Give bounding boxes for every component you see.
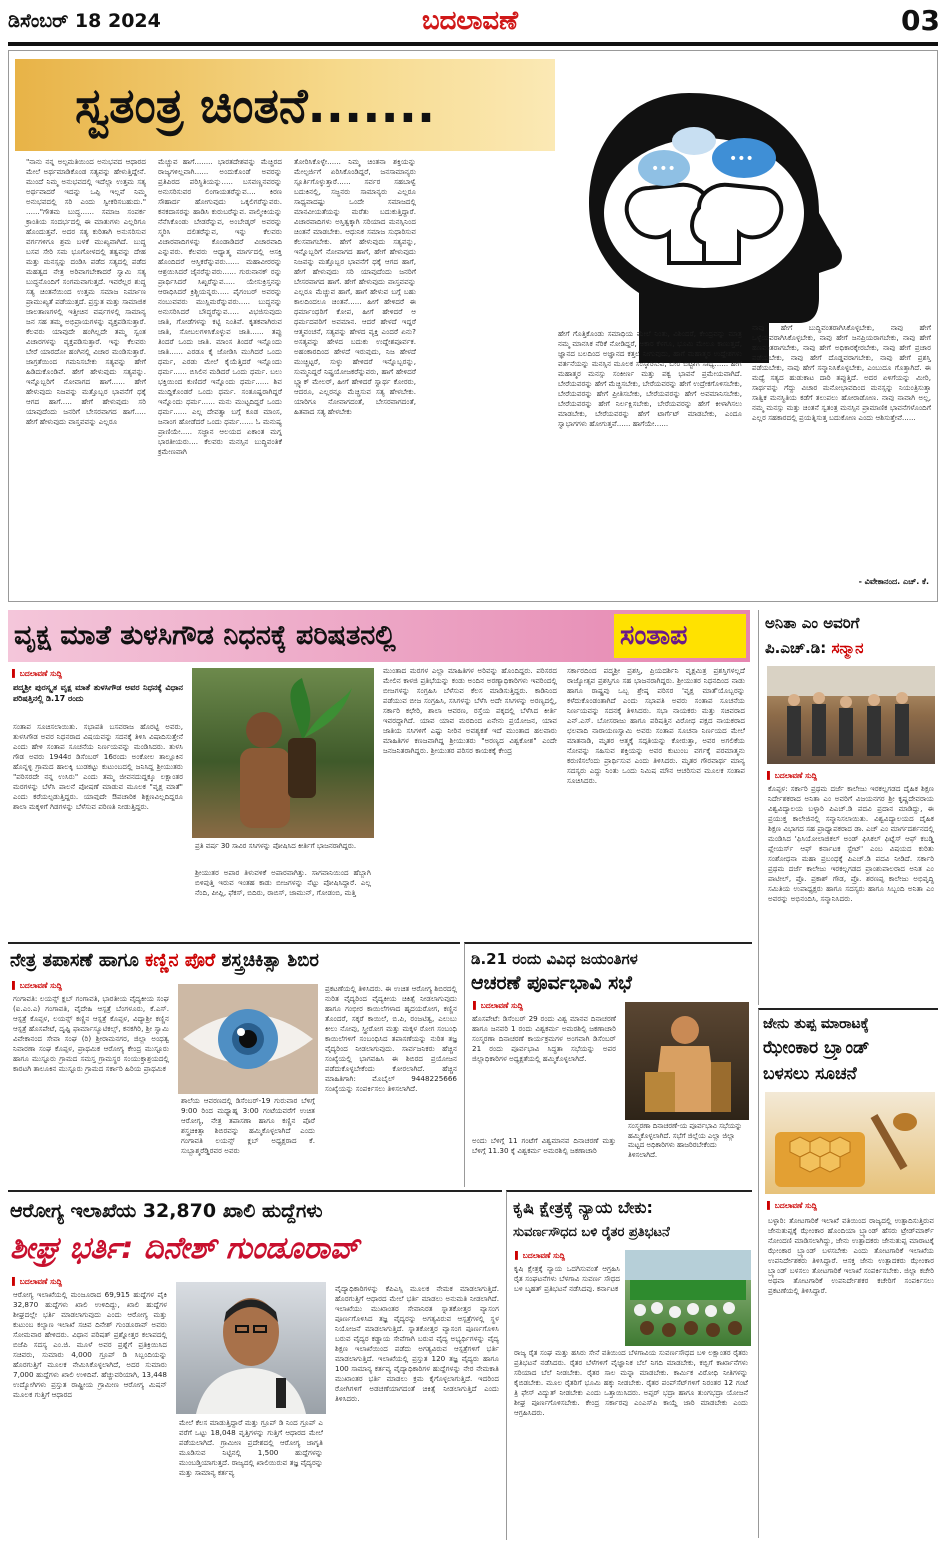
honey-article — [758, 1008, 938, 1538]
health-article — [8, 1190, 502, 1540]
headline-banner — [15, 59, 555, 151]
tulasi-byline: ▌ ಬದಲಾವಣೆ ಸುದ್ದಿ — [12, 668, 182, 680]
eye-headline-pre: ನೇತ್ರ ತಪಾಸಣೆ ಹಾಗೂ — [10, 950, 139, 971]
honey-body: ಬಳ್ಳಾರಿ: ತೋಟಗಾರಿಕೆ ಇಲಾಖೆ ವತಿಯಿಂದ ರಾಜ್ಯದಲ್ಲಿ ಉತ್ಪಾದಿಸುತ್ತಿರುವ ಜೇನುತುಪ್ಪಕ್ಕೆ ಝೇಂಕಾರ ಹೊಂದಿಯಾ ಬ್ರ್ಯಾಂಡ್ ಹೆಸರು ಟ್ರೇಡ್‌ಮಾರ್ಕ್ ನೋಂದಣಿ ಮಾಡಿಸಲಾಗಿದ್ದು, ಜೇನು ಉತ್ಪಾದಕರು ಜೇನುತುಪ್ಪ ಮಾರಾಟಕ್ಕೆ ಝೇಂಕಾರ ಬ್ರ್ಯಾಂಡ್ ಬಳಸಬೇಕು ಎಂದು ತೋಟಗಾರಿಕೆ ಇಲಾಖೆಯ ಉಪನಿರ್ದೇಶಕರು ತಿಳಿಸಿದ್ದಾರೆ. ಆಸಕ್ತ ಜೇನು ಉತ್ಪಾದಕರು ಝೇಂಕಾರ ಬ್ರ್ಯಾಂಡ್ ಬಳಸಲು ತೋಟಗಾರಿಕೆ ಇಲಾಖೆ ಸಂಪರ್ಕಿಸಬೇಕು. ಜಿಲ್ಲಾ ಕಚೇರಿ ಅಥವಾ ತೋಟಗಾರಿಕೆ ಉಪನಿರ್ದೇಶಕರ ಕಚೇರಿಗೆ ಸಂಪರ್ಕಿಸಲು ಪ್ರಕಟಣೆಯಲ್ಲಿ ತಿಳಿಸಿದ್ದಾರೆ. — [768, 1216, 934, 1295]
honey-headline-1: ಜೇನು ತುಪ್ಪ ಮಾರಾಟಕ್ಕೆ — [763, 1016, 869, 1032]
tulasi-caption: ಪ್ರತಿ ವರ್ಷ 30 ಸಾವಿರ ಸಸಿಗಳನ್ನು ಪೋಷಿಸಿದ ಕೀರ್ತಿಗೆ ಭಾಜನರಾಗಿದ್ದರು. — [195, 842, 357, 850]
eye-photo — [178, 984, 318, 1094]
anitha-body: ಕೊಪ್ಪಳ: ಸರ್ಕಾರಿ ಪ್ರಥಮ ದರ್ಜೆ ಕಾಲೇಜು ಇರಕಲ್ಲಗಡದ ದೈಹಿಕ ಶಿಕ್ಷಣ ನಿರ್ದೇಶಕರಾದ ಅನಿತಾ ಎಂ ಅವರಿಗೆ ವಿಜಯನಗರ ಶ್ರೀ ಕೃಷ್ಣದೇವರಾಯ ವಿಶ್ವವಿದ್ಯಾಲಯ ಬಳ್ಳಾರಿ ಪಿಎಚ್.ಡಿ ಪದವಿ ಪ್ರದಾನ ಮಾಡಿದ್ದು, ಈ ಪ್ರಯುಕ್ತ ಕಾಲೇಜಿನಲ್ಲಿ ಸನ್ಮಾನಿಸಲಾಯಿತು. ವಿಶ್ವವಿದ್ಯಾಲಯದ ದೈಹಿಕ ಶಿಕ್ಷಣ ವಿಭಾಗದ ಸಹ ಪ್ರಾಧ್ಯಾಪಕರಾದ ಡಾ. ಎಚ್ ಎಂ ಮಾರ್ಗದರ್ಶನದಲ್ಲಿ ಮಂಡಿಸಿದ 'ಫಿಸಿಯೋಲಾಜಿಕಲ್ ಅಂಡ್ ಫಿಸಿಕಲ್ ಫಿಟ್ನೆಸ್ ಆಫ್ ಕಬಡ್ಡಿ ಪ್ಲೇಯರ್ಸ್ ಆಫ್ ಕರ್ನಾಟಕ ಸ್ಟೇಟ್' ಎಂಬ ವಿಷಯದ ಕುರಿತು ಸಂಶೋಧನಾ ಮಹಾ ಪ್ರಬಂಧಕ್ಕೆ ಪಿಎಚ್.ಡಿ ಪದವಿ ನೀಡಿದೆ. ಸರ್ಕಾರಿ ಪ್ರಥಮ ದರ್ಜೆ ಕಾಲೇಜು ಇರಕಲ್ಲಗಡದ ಪ್ರಾಂಶುಪಾಲರಾದ ಅನಿತ ಎಂ ಪಾಟೀಲ್, ಪ್ರೊ. ಪ್ರಕಾಶ್ ಗೌಡ, ಪ್ರೊ. ಶರಣಪ್ಪ ಕಾಲೇಜು ಅಭಿವೃದ್ಧಿ ಸಮಿತಿಯ ಉಪಾಧ್ಯಕ್ಷರು ಹಾಗೂ ಸದಸ್ಯರು ಹಾಗೂ ಸಿಬ್ಬಂದಿ ಅನಿತಾ ಎಂ ಅವರನ್ನು ಅಭಿನಂದಿಸಿ, ಸನ್ಮಾನಿಸಿದರು. — [768, 784, 934, 903]
svg-text:•••: ••• — [729, 151, 754, 167]
anitha-headline-1: ಅನಿತಾ ಎಂ ಅವರಿಗೆ — [765, 614, 860, 632]
anitha-headline-2-pre: ಪಿ.ಎಚ್.ಡಿ: — [765, 639, 827, 657]
top-col-3: ತೋರಿಸಿಕೊಳ್ಳೇ...... ನಿಮ್ಮ ಚಿಂತನಾ ಶಕ್ತಿಯನ್ನು ಮೇಲ್ಪರ್ಜಿಗೆ ಏರಿಸಿಕೊಂಡಿದ್ದರೆ, ಜನಸಾಮಾನ್ಯರು ಸ್ಪೂರ್ತಿಗೊಳ್ಳುತ್ತಾರೆ...... ಸರ್ವರ ಸಹಬಾಳ್ವೆ ಬದುಕಿನಲ್ಲಿ, ಸಜ್ಜನರು ಸಾಮಾನ್ಯರು ಎಲ್ಲರೂ ಸಾಧ್ಯವಾದಷ್ಟು ಒಂದೇ ಸಮಾಜದಲ್ಲಿ ಮಾನವೀಯತೆಯನ್ನು ಮರೆತು ಬದುಕುತ್ತಿದ್ದಾರೆ. ವಿಚಾರವಾದಿಗಳು ಅಸ್ತಿತ್ವಕ್ಕಾಗಿ ಸರಿಯಾದ ಮನಸ್ಸಿನಿಂದ ಚಿಂತನೆ ಮಾಡಬೇಕು. ಆಧುನಿಕ ಸಮಾಜ ಸುಧಾರಿಸುವ ಕೆಲಸವಾಗಬೇಕು. ಹೇಗೆ ಹೇಳುವುದು ಸತ್ಯವನ್ನು, ಇನ್ನೊಬ್ಬರಿಗೆ ನೋವಾಗದ ಹಾಗೆ, ಹೇಗೆ ಹೇಳುವುದು ನಿಜವನ್ನು ಮತ್ತೊಬ್ಬರ ಭಾವನೆಗೆ ಧಕ್ಕೆ ಆಗದ ಹಾಗೆ, ಹೇಗೆ ಹೇಳುವುದು ಸರಿ ಯಾವುದೆಂದು ಜನರಿಗೆ ಬೇಸರವಾಗದ ಹಾಗೆ. ಹೇಗೆ ಹೇಳುವುದು ವಾಸ್ತವವನ್ನು ಎಲ್ಲರೂ ಮೆಚ್ಚುವ ಹಾಗೆ, ಹಾಗೆ ಹೇಳುವ ಬಗ್ಗೆ ಬಹು ಕಾಲದಿಂದಲೂ ಚಿಂತನೆ...... ಹೀಗೆ ಹೇಳಿದರೆ ಈ ಧರ್ಮಾಂಧರಿಗೆ ಕೋಪ, ಹೀಗೆ ಹೇಳಿದರೆ ಆ ಧರ್ಮದವರಿಗೆ ಅವಮಾನ. ಆದರೆ ಹೇಳದೆ ಇದ್ದರೆ ಆತ್ಮವಂಚನೆ, ಸತ್ಯವನ್ನು ಹೇಳದ ವ್ಯಕ್ತಿ ಎಂದರೆ ಏನು? ಅಸತ್ಯವನ್ನು ಹೇಳದ ಬದುಕು ಉದ್ದೇಶಪೂರ್ವಕ. ಅಹಂಕಾರದಿಂದ ಹೇಳದೆ ಇರುವುದು, ನಿಜ ಹೇಳದೆ ಮುಚ್ಚಿಟ್ಟರೆ, ಸುಳ್ಳು ಹೇಳಿದರೆ ಇನ್ನೊಬ್ಬರನ್ನು, ಸುಮ್ಮನಿದ್ದರೆ ನಿಷ್ಪ್ರಯೋಜಕರೆನ್ನುವರು, ಹಾಗೆ ಹೇಳಿದರೆ ಬ್ಲ್ಯಾಕ್ ಮೇಲರ್, ಹೀಗೆ ಹೇಳಿದರೆ ಸ್ವಾರ್ಥ ಕೋರರು, ಆದರೂ, ಎಲ್ಲರನ್ನೂ ಮೆಚ್ಚಿಸುವ ಸತ್ಯ ಹೇಳಬೇಕು. ಯಾರಿಗೂ ನೋವಾಗದಂತೆ, ಬೇಸರವಾಗದಂತೆ, ಹಿತವಾದ ಸತ್ಯ ಹೇಳಬೇಕು — [294, 157, 416, 416]
farm-col-1: ಕೃಷಿ ಕ್ಷೇತ್ರಕ್ಕೆ ನ್ಯಾಯ ಒದಗಿಸುವಂತೆ ಆಗ್ರಹಿಸಿ ರೈತ ಸಂಘಟನೆಗಳು ಬೆಳಗಾವಿ ಸುವರ್ಣ ಸೌಧದ ಬಳಿ ಬೃಹತ್ ಪ್ರತಿಭಟನೆ ನಡೆಸಿದವು. ಕರ್ನಾಟಕ — [514, 1264, 620, 1293]
jayanti-caption: ಸಂಸ್ಮರಣಾ ದಿನಾಚರಣೆ-ಯ ಪೂರ್ವಭಾವಿ ಸಭೆಯನ್ನು ಹಮ್ಮಿಕೊಳ್ಳಲಾಗಿದೆ. ಸಭೆಗೆ ಜಿಲ್ಲೆಯ ಎಲ್ಲಾ ಜಿಲ್ಲಾ ಮಟ್ಟದ ಅಧಿಕಾರಿಗಳು ಹಾಜರಿರಬೇಕೆಂದು ತಿಳಿಸಲಾಗಿದೆ. — [628, 1122, 743, 1159]
tulasi-col-1: ಸಂತಾಪ ಸೂಚಿಸಲಾಯಿತು. ಸಭಾಪತಿ ಬಸವರಾಜ ಹೊರಟ್ಟಿ ಅವರು, ತುಳಸಿಗೌಡ ಅವರ ನಿಧನರಾದ ವಿಷಯವನ್ನು ಸದನಕ್ಕೆ ತಿಳಿಸಿ ವಿಷಾದಿಸುತ್ತೇನೆ ಎಂದು ಹೇಳಿ ಸಂತಾಪ ಸೂಚನೆಯ ನಿರ್ಣಯವನ್ನು ಮಂಡಿಸಿದರು. ತುಳಸಿ ಗೌಡ ಅವರು 1944ರ ಡಿಸೆಂಬರ್ 16ರಂದು ಅಂಕೋಲ ತಾಲ್ಲೂಕಿನ ಹೊನ್ನಳ್ಳಿ ಗ್ರಾಮದ ಹಾಲಕ್ಕಿ ಬುಡಕಟ್ಟು ಕುಟುಂಬದಲ್ಲಿ ಜನಿಸಿದ್ದ ಶ್ರೀಯುತರು "ಪರಿಸರದೇ ನನ್ನ ಉಸಿರು" ಎಂದು ತಮ್ಮ ಜೀವನದುದ್ದಕ್ಕೂ ಲಕ್ಷಾಂತರ ಮರಗಳನ್ನು ಬೆಳೆಸಿ ಪಾಲನೆ ಪೋಷಣೆ ಮಾಡುವ ಮೂಲಕ "ವೃಕ್ಷ ಮಾತೆ" ಎಂದು ಕರೆಯಲ್ಪಡುತ್ತಿದ್ದರು. ಯಾವುದೇ ಔಪಚಾರಿಕ ಶಿಕ್ಷಣವಿಲ್ಲದಿದ್ದರೂ ಶಾಲಾ ಮಕ್ಕಳಿಗೆ ಗಿಡಗಳನ್ನು ಬೆಳೆಸುವ ಪರಿಣತಿ ನೀಡುತ್ತಿದ್ದರು. — [13, 722, 183, 811]
minister-photo — [176, 1282, 326, 1414]
anitha-headline-2-accent: ಸನ್ಮಾನ — [831, 639, 864, 657]
jayanti-headline-2: ಆಚರಣೆ ಪೂರ್ವಭಾವಿ ಸಭೆ — [471, 972, 632, 994]
anitha-photo — [767, 666, 935, 764]
tulasi-headline: ವೃಕ್ಷ ಮಾತೆ ತುಳಸಿಗೌಡ ನಿಧನಕ್ಕೆ ಪರಿಷತನಲ್ಲಿ — [14, 620, 396, 651]
eye-col-1: ಗಂಗಾವತಿ: ಲಯನ್ಸ್ ಕ್ಲಬ್ ಗಂಗಾವತಿ, ಭಾರತೀಯ ವೈದ್ಯಕೀಯ ಸಂಘ (ಐ.ಎಂ.ಎ) ಗಂಗಾವತಿ, ವೈದೇಹಿ ಆಸ್ಪತ್ರೆ ಬೆಂಗಳೂರು, ಕೆ.ಎಸ್. ಆಸ್ಪತ್ರೆ ಕೊಪ್ಪಳ, ಲಯನ್ಸ್ ಕಣ್ಣಿನ ಆಸ್ಪತ್ರೆ ಕೊಪ್ಪಳ, ವಿದ್ಯಾಶ್ರೀ ಕಣ್ಣಿನ ಆಸ್ಪತ್ರೆ ಹೊಸಪೇಟೆ, ದೃಷ್ಟಿ ಫಾರ್ಮಾಸ್ಯೂಟಿಕಲ್ಸ್, ಕನಕಗಿರಿ, ಶ್ರೀ ಸ್ವಾಮಿ ವಿವೇಕಾನಂದ ಸೇವಾ ಸಂಘ (ರಿ) ಶ್ರೀರಾಮನಗರ, ಜಿಲ್ಲಾ ಅಂಧತ್ವ ನಿವಾರಣಾ ಸಂಘ ಕೊಪ್ಪಳ, ಪ್ರಾಥಮಿಕ ಆರೋಗ್ಯ ಕೇಂದ್ರ ಮುಸ್ಟೂರು ಹಾಗೂ ಮುಸ್ಟೂರು ಗ್ರಾಮದ ಸಮಸ್ತ ಗ್ರಾಮಸ್ಥರ ಸಂಯುಕ್ತಾಶ್ರಯದಲ್ಲಿ ಕಾರಟಗಿ ತಾಲೂಕಿನ ಮುಸ್ಟೂರು ಗ್ರಾಮದ ಸರ್ಕಾರಿ ಹಿರಿಯ ಪ್ರಾಥಮಿಕ — [13, 994, 169, 1073]
health-headline-2: ಶೀಘ್ರ ಭರ್ತಿ: ದಿನೇಶ್ ಗುಂಡೂರಾವ್ — [10, 1231, 359, 1266]
tulasi-headline-banner — [8, 610, 750, 662]
eye-col-3: ಪ್ರಕಟಣೆಯಲ್ಲಿ ತಿಳಿಸಿದರು. ಈ ಉಚಿತ ಆರೋಗ್ಯ ಶಿಬಿರದಲ್ಲಿ ನುರಿತ ವೈದ್ಯರಿಂದ ವೈದ್ಯಕೀಯ ಚಿಕಿತ್ಸೆ ನೀಡಲಾಗುವುದು ಹಾಗೂ ಗಂಭೀರ ಕಾಯಿಲೆಗಳಾದ ಹೃದಯರೋಗ, ಕಣ್ಣಿನ ತೊಂದರೆ, ಸಕ್ಕರೆ ಕಾಯಿಲೆ, ಬಿ.ಪಿ, ರಂಜಟಿತ್ವ, ಎಲುಬು ಕೀಲು ನೋವು, ಸ್ತ್ರೀರೋಗ ಮತ್ತು ಮಕ್ಕಳ ರೋಗ ಸಂಬಂಧಿ ಕಾಯಿಲೆಗಳಿಗೆ ಸಂಬಂಧಿಸಿದ ತಪಾಸಣೆಯನ್ನು ನುರಿತ ತಜ್ಞ ವೈದ್ಯರಿಂದ ನೀಡಲಾಗುವುದು. ಸಾರ್ವಜನಿಕರು ಹೆಚ್ಚಿನ ಸಂಖ್ಯೆಯಲ್ಲಿ ಭಾಗವಹಿಸಿ ಈ ಶಿಬಿರದ ಪ್ರಯೋಜನ ಪಡೆದುಕೊಳ್ಳಬೇಕೆಂದು ಕೋರಲಾಗಿದೆ. ಹೆಚ್ಚಿನ ಮಾಹಿತಿಗಾಗಿ: ಮೊಬೈಲ್ 9448225666 ಸಂಖ್ಯೆಯನ್ನು ಸಂಪರ್ಕಿಸಲು ತಿಳಿಸಲಾಗಿದೆ. — [325, 984, 457, 1093]
health-col-3: ವೈದ್ಯಾಧಿಕಾರಿಗಳನ್ನು ಕೆಪಿಎಸ್ಸಿ ಮೂಲಕ ನೇಮಕ ಮಾಡಲಾಗುತ್ತಿದೆ. ಹೊರಗುತ್ತಿಗೆ ಆಧಾರದ ಮೇಲೆ ಭರ್ತಿ ಮಾಡಲು ಅನುಮತಿ ನೀಡಲಾಗಿದೆ. ಇಲಾಖೆಯು ಮುಖಾಂತರ ಸೇವಾನಿರತ ಸ್ನಾತಕೋತ್ತರ ವ್ಯಾಸಂಗ ಪೂರ್ಣಗೊಳಿಸಿದ ತಜ್ಞ ವೈದ್ಯರನ್ನು ಅಗತ್ಯವಿರುವ ಆಸ್ಪತ್ರೆಗಳಲ್ಲಿ ಸ್ಥಳ ನಿಯೋಜನೆ ಮಾಡಲಾಗುತ್ತಿದೆ. ಸ್ನಾತಕೋತ್ತರ ವ್ಯಾಸಂಗ ಪೂರ್ಣಗೊಳಿಸಿ ಬರುವ ವೈದ್ಯರ ಕಡ್ಡಾಯ ಸೇವೆಗಾಗಿ ಬರುವ ವೈದ್ಯ ಅಭ್ಯರ್ಥಿಗಳನ್ನು ವೈದ್ಯ ಶಿಕ್ಷಣ ಇಲಾಖೆಯಿಂದ ಪಡೆದು ಅಗತ್ಯವಿರುವ ಆಸ್ಪತ್ರೆಗಳಿಗೆ ಭರ್ತಿ ಮಾಡಲಾಗುತ್ತಿದೆ. ಇಲಾಖೆಯಲ್ಲಿ ಪ್ರಸ್ತುತ 120 ತಜ್ಞ ವೈದ್ಯರು ಹಾಗೂ 100 ಸಾಮಾನ್ಯ ಕರ್ತವ್ಯ ವೈದ್ಯಾಧಿಕಾರಿಗಳ ಹುದ್ದೆಗಳನ್ನು ನೇರ ನೇಮಕಾತಿ ಮುಖಾಂತರ ಭರ್ತಿ ಮಾಡಲು ಕ್ರಮ ಕೈಗೊಳ್ಳಲಾಗುತ್ತಿದೆ. ಇದರಿಂದ ರೋಗಿಗಳಿಗೆ ಅಡಚಣೆಯಾಗದಂತೆ ಚಿಕಿತ್ಸೆ ನೀಡಲಾಗುತ್ತಿದೆ ಎಂದು ತಿಳಿಸಿದರು. — [335, 1284, 499, 1403]
jayanti-article — [464, 942, 752, 1187]
jayanti-col-1: ಹೊಸಪೇಟೆ: ಡಿಸೆಂಬರ್ 29 ರಂದು ವಿಶ್ವ ಮಾನವ ದಿನಾಚರಣೆ ಹಾಗೂ ಜನವರಿ 1 ರಂದು ವಿಶ್ವಕರ್ಮ ಅಮರಶಿಲ್ಪಿ ಜಕಣಾಚಾರಿ ಸಂಸ್ಮರಣಾ ದಿನಾಚರಣೆ ಕಾರ್ಯಕ್ರಮಗಳ ಅಂಗವಾಗಿ ಡಿಸೆಂಬರ್ 21 ರಂದು ಪೂರ್ವಭಾವಿ ಸಿದ್ಧತಾ ಸಭೆಯನ್ನು ಅಪರ ಜಿಲ್ಲಾಧಿಕಾರಿಗಳ ಅಧ್ಯಕ್ಷತೆಯಲ್ಲಿ ಹಮ್ಮಿಕೊಳ್ಳಲಾಗಿದೆ. — [472, 1014, 616, 1063]
health-col-1: ಆರೋಗ್ಯ ಇಲಾಖೆಯಲ್ಲಿ ಮಂಜೂರಾದ 69,915 ಹುದ್ದೆಗಳ ಪೈಕಿ 32,870 ಹುದ್ದೆಗಳು ಖಾಲಿ ಉಳಿದಿದ್ದು, ಖಾಲಿ ಹುದ್ದೆಗಳ ಶೀಘ್ರದಲ್ಲೇ ಭರ್ತಿ ಮಾಡಲಾಗುವುದು ಎಂದು ಆರೋಗ್ಯ ಮತ್ತು ಕುಟುಂಬ ಕಲ್ಯಾಣ ಇಲಾಖೆ ಸಚಿವ ದಿನೇಶ್ ಗುಂಡೂರಾವ್ ಅವರು ಸೋಮವಾರ ಹೇಳಿದರು. ವಿಧಾನ ಪರಿಷತ್ ಪ್ರಶ್ನೋತ್ತರ ಕಲಾಪದಲ್ಲಿ ಬಿಜೆಪಿ ಸದಸ್ಯ ಎಂ.ಜಿ. ಮೂಳೆ ಅವರ ಪ್ರಶ್ನೆಗೆ ಪ್ರತಿಕ್ರಿಯಿಸಿದ ಸಚಿವರು, ಸುಮಾರು 4,000 ಗ್ರೂಪ್ ಡಿ ಸಿಬ್ಬಂದಿಯನ್ನು ಹೊರಗುತ್ತಿಗೆ ಮೂಲಕ ನೇಮಿಸಿಕೊಳ್ಳಲಾಗಿದೆ, ಅದರ ಸುಮಾರು 7,000 ಹುದ್ದೆಗಳು ಖಾಲಿ ಉಳಿದಿವೆ. ಹೆಚ್ಚುವರಿಯಾಗಿ, 13,448 ಉದ್ಯೋಗಿಗಳು ಪ್ರಸ್ತುತ ರಾಷ್ಟ್ರೀಯ ಗ್ರಾಮೀಣ ಆರೋಗ್ಯ ಮಿಷನ್ ಮೂಲಕ ಗುತ್ತಿಗೆ ಆಧಾರದ — [13, 1290, 167, 1399]
eye-byline: ▌ ಬದಲಾವಣೆ ಸುದ್ದಿ — [12, 980, 172, 992]
anitha-byline: ▌ ಬದಲಾವಣೆ ಸುದ್ದಿ — [767, 770, 935, 782]
health-caption: ಮೇಲೆ ಕೆಲಸ ಮಾಡುತ್ತಿದ್ದಾರೆ ಮತ್ತು ಗ್ರೂಪ್ ಡಿ ನಿಂದ ಗ್ರೂಪ್ ಎ ವರೆಗೆ ಒಟ್ಟು 18,048 ವೃತ್ತಿಗಳನ್ನು ಗುತ್ತಿಗೆ ಆಧಾರದ ಮೇಲೆ ಪಡೆಯಲಾಗಿದೆ. ಗ್ರಾಮೀಣ ಪ್ರದೇಶದಲ್ಲಿ ಆರೋಗ್ಯ ಜಾಗೃತಿ ಮೂಡಿಸುವ ನಿಟ್ಟಿನಲ್ಲಿ 1,500 ಹುದ್ದೆಗಳನ್ನು ಮುಂಬಡ್ತಿಯಾಗುತ್ತದೆ. ರಾಜ್ಯದಲ್ಲಿ ಖಾಲಿಯಿರುವ ತಜ್ಞ ವೈದ್ಯರನ್ನು ಮತ್ತು ಸಾಮಾನ್ಯ ಕರ್ತವ್ಯ — [179, 1418, 323, 1477]
jayanti-col-1b: ಅಂದು ಬೆಳಿಗ್ಗೆ 11 ಗಂಟೆಗೆ ವಿಶ್ವಮಾನವ ದಿನಾಚರಣೆ ಮತ್ತು ಬೆಳಿಗ್ಗೆ 11.30 ಕ್ಕೆ ವಿಶ್ವಕರ್ಮ ಅಮರಶಿಲ್ಪಿ ಜಕಣಾಚಾರಿ — [472, 1136, 616, 1155]
top-headline: ಸ್ವತಂತ್ರ ಚಿಂತನೆ....... — [75, 78, 436, 134]
jayanti-photo — [625, 1002, 749, 1120]
top-col-1: "ನಾನು ನನ್ನ ಅಲ್ಪಮತಿಯಿಂದ ಅನುಭವದ ಆಧಾರದ ಮೇಲೆ ಅರ್ಥಮಾಡಿಕೊಂಡ ಸತ್ಯವನ್ನು ಹೇಳುತ್ತಿದ್ದೇನೆ. ಮುಂದೆ ನಿಮ್ಮ ಅನುಭವದಲ್ಲಿ ಇದೆಲ್ಲಾ ಉತ್ತಮ ಸತ್ಯ ಅರ್ಥವಾದರೆ ಇದನ್ನು ಒಪ್ಪಿ ಇಲ್ಲವೆ ನಿಮ್ಮ ಅನುಭವದಲ್ಲಿ ಸರಿ ಎಂದು ಸ್ವೀಕರಿಸಬಹುದು." ......"ಗೌತಮ ಬುದ್ಧ...... ಸಮಾಜ ಸಂಪರ್ಕ ಕ್ರಾಂತಿಯ ಸಂದರ್ಭದಲ್ಲಿ ಈ ಮಾತುಗಳು ಎಲ್ಲರಿಗೂ ಹೊಂದುತ್ತವೆ. ಅದರ ಸತ್ಯ ಕುರಿತಾಗಿ ಅನುಸರಿಸುವ ವರ್ಗಗಳಿಗೂ ಶ್ರಮ ಬಳಕೆ ಮುಖ್ಯವಾಗಿದೆ. ಬುದ್ಧ ಬಸವ ಸೇರಿ ಸಮ ಭೂಗೋಳದಲ್ಲಿ ತತ್ವವನ್ನು ದೇಹ ಮತ್ತು ಮನಸ್ಸನ್ನು ದಂಡಿಸಿ ಪಡೆದ ಸತ್ಯದಲ್ಲಿ ಪಡೆದ ಮಹತ್ವದ ನೇತ್ರ ಅರಿವಾಗಬೇಕಾದರೆ ಸ್ವಾಮಿ ಸತ್ಯ ಬುದ್ಧನೊಂದಿಗೆ ಸಂಗಮವಾಗುತ್ತದೆ. ಇವರೆಲ್ಲರ ಶುದ್ಧ ಸತ್ಯ ಚಿಂತನೆಯಿಂದ ಉತ್ತಮ ಸಮಾಜ ನಿರ್ಮಾಣ ಪ್ರಾಮುಖ್ಯತೆ ಪಡೆಯುತ್ತದೆ. ಪ್ರಸ್ತುತ ಮತ್ತು ಸಾಮಾಜಿಕ ಜಾಲತಾಣಗಳಲ್ಲಿ ಇತ್ತೀಚಿನ ವರ್ಷಗಳಲ್ಲಿ ಸಾಮಾನ್ಯ ಜನ ಸಹ ತಮ್ಮ ಅಭಿಪ್ರಾಯಗಳನ್ನು ವ್ಯಕ್ತಪಡಿಸುತ್ತಾರೆ. ಕೆಲವರು ಯಾವುದೇ ಹಂಗಿಲ್ಲದೇ ತಮ್ಮ ಸ್ವಂತ ವಿಚಾರಗಳನ್ನು ವ್ಯಕ್ತಪಡಿಸುತ್ತಾರೆ. ಇನ್ನು ಕೆಲವರು ಬೇರೆ ಯಾರದೋ ಹಂಗಿನಲ್ಲಿ ವಿಚಾರ ಮಂಡಿಸುತ್ತಾರೆ. ಜಾಗ್ರತೆಯಿಂದ ಗಮನಿಸಬೇಕು ಸತ್ಯವನ್ನು ಹೇಗೆ ಹಿಡಿದುಕೊಂಡಿವೆ. ಹೇಗೆ ಹೇಳುವುದು ಸತ್ಯವನ್ನು. ಇನ್ನೊಬ್ಬರಿಗೆ ನೋವಾಗದ ಹಾಗೆ...... ಹೇಗೆ ಹೇಳುವುದು ನಿಜವನ್ನು ಮತ್ತೊಬ್ಬರ ಭಾವನೆಗೆ ಧಕ್ಕೆ ಆಗದ ಹಾಗೆ..... ಹೇಗೆ ಹೇಳುವುದು ಸರಿ ಯಾವುದೆಂದು ಜನರಿಗೆ ಬೇಸರವಾಗದ ಹಾಗೆ..... ಹೇಗೆ ಹೇಳುವುದು ವಾಸ್ತವವನ್ನು ಎಲ್ಲರೂ — [26, 157, 146, 426]
jayanti-byline: ▌ ಬದಲಾವಣೆ ಸುದ್ದಿ — [473, 1000, 623, 1012]
honey-headline-3: ಬಳಸಲು ಸೂಚನೆ — [763, 1064, 857, 1084]
page-number: 03 — [901, 4, 940, 37]
top-author: - ವಿವೇಕಾನಂದ. ಎಚ್. ಕೆ. — [858, 577, 929, 586]
farm-headline-1: ಕೃಷಿ ಕ್ಷೇತ್ರಕ್ಕೆ ನ್ಯಾಯ ಬೇಕು: — [513, 1198, 653, 1217]
farm-byline: ▌ ಬದಲಾವಣೆ ಸುದ್ದಿ — [515, 1250, 625, 1262]
tulasi-photo — [192, 668, 374, 838]
top-article — [8, 50, 938, 602]
tulasi-article — [8, 610, 750, 940]
health-headline-1: ಆರೋಗ್ಯ ಇಲಾಖೆಯ 32,870 ಖಾಲಿ ಹುದ್ದೆಗಳು — [10, 1200, 323, 1222]
tulasi-col-2: ಶ್ರೀಯುತರ ಅಪಾರ ತಿಳುವಳಿಕೆ ಅಪಾರವಾಗಿತ್ತು. ಸಾಗವಾನಿಯಿಂದ ಹೆಬ್ಬಾಗಿ ಬಿಳಿಪುತ್ತಿ ಇರುವ ಇಂತಹ ಕಾಡು ಬೀಜಗಳನ್ನು ನೆಟ್ಟು ಪೋಷಿಸಿದ್ದಾರೆ. ಎಲ್ಲ ನೆಂದಿ, ಪೀಪ್ಲಿ, ಫೆಕಸ್, ಬಿದಿರು, ರಾಬಿಸ್, ಜಾಮುನ್, ಗೋಡಂಬಿ, ಮತ್ತಿ — [195, 868, 371, 897]
honey-byline: ▌ ಬದಲಾವಣೆ ಸುದ್ದಿ — [767, 1200, 935, 1212]
newspaper-title: ಬದಲಾವಣೆ — [421, 6, 519, 36]
top-col-2: ಮೆಚ್ಚುವ ಹಾಗೆ........ ಭಾರತದೇಶವನ್ನು ಮೆಚ್ಚಿರದ ರಾಜ್ಯಗಳಿಲ್ಲವಾಗಿ...... ಅಂದುಕೊಂಡೆ ಅವರನ್ನು ಪ್ರತಿಪಿರದ ಪರಿಸ್ಥಿತಿಯನ್ನು..... ಬಸವಣ್ಣನವರನ್ನು ಅನುಸರಿಸುವರ ಲಿಂಗಾಯತರೆನ್ನುವ.... ಕಿರಣ ಸೌಹಾರ್ದ ಹೋಗುವುದು ಒಕ್ಕಲಿಗರೆನ್ನುವರು. ಕನಕದಾಸರನ್ನು ಹಾಡಿಸಿ ಕುರುಬರೆನ್ನುವ. ವಾಲ್ಮೀಕಿಯನ್ನು ನೆನೆಸಿಕೊಂಡು ಬೇಡರೆನ್ನುವ, ಅಂಬೇಡ್ಕರ್ ಅವರನ್ನು ಸ್ಮರಿಸಿ ದಲಿತರೆನ್ನುವ, ಇನ್ನು ಕೆಲವರು ವಿಚಾರವಾದಿಗಳನ್ನು ಕೊಂಡಾಡಿದರೆ ವಿಚಾರವಾದಿ ಎನ್ನುವರು. ಕೆಲವರು ಆಧ್ಯಾತ್ಮ ಮಾರ್ಗದಲ್ಲಿ ಆಸಕ್ತಿ ಹೊಂದಿದರೆ ಆಸ್ತಿಕರೆನ್ನುವರು...... ಮಹಾವೀರರನ್ನು ಆಶ್ರಯಿಸಿದರೆ ಜೈನರೆನ್ನುವರು...... ಗುರುನಾನಕ್ ರನ್ನು ಪ್ರಾರ್ಥಿಸಿದರೆ ಸಿಖ್ಖರೆನ್ನುವ..... ಯೇಸುಕ್ರಿಸ್ತನನ್ನು ಆರಾಧಿಸಿದರೆ ಕ್ರಿಶ್ಚಿಯನ್ನರು..... ಪೈಗಂಬರ್ ಅವರನ್ನು ನಂಬುವವರು ಮುಸ್ಲಿಮರೆನ್ನುವರು..... ಬುದ್ಧನನ್ನು ಅನುಸರಿಸಿದರೆ ಬೌದ್ಧರೆನ್ನುವ..... ವಿಭಜಿಸುವುದು ಜಾತಿ, ಗೋಡೆಗಳನ್ನು ಕಟ್ಟಿ ನಿಂತಿವೆ. ಕೃತಕವಾಗಿರುವ ಜಾತಿ, ಸೋಬಲಗಳಿಸಿಕೊಳ್ಳುವ ಜಾತಿ...... ತಪ್ಪು ತಿಂದರೆ ಒಂದು ಜಾತಿ. ಮಾಂಸ ತಿಂದರೆ ಇನ್ನೊಂದು ಜಾತಿ...... ಎರಡೂ ಕೈ ಜೋಡಿಸಿ ಮುಗಿದರೆ ಒಂದು ಧರ್ಮ, ಎರಡು ಮೇಲೆ ಕೈಯೆತ್ತಿದರೆ ಇನ್ನೊಂದು ಧರ್ಮ...... ಬಿಸಿಲಿನ ಮಡಿದರೆ ಒಂದು ಧರ್ಮ. ಬಲು ಭಕ್ತಿಯಿಂದ ಕುಣಿದರೆ ಇನ್ನೊಂದು ಧರ್ಮ...... ಶಿವ ಮುದ್ದಿಕೊಂಡರೆ ಒಂದು ಧರ್ಮ. ಸಂತೂಷ್ಟರಾಗಿದ್ದರೆ ಇನ್ನೊಂದು ಧರ್ಮ...... ಮನು ಮುಟ್ಟದಿದ್ದರೆ ಒಂದು ಧರ್ಮ...... ಎಲ್ಲ ದೇವತ್ವಾ ಬಗ್ಗೆ ಕೂಡ ಮಾಂಸ, ಜನಾಂಗ ಹೋಡೆದರೆ ಒಂದು ಧರ್ಮ...... ಓ ಮನುಷ್ಯ ಪ್ರಾಣಿಯೇ..... ಸಜ್ಜಾನ ಆಲಯದ ಏಕಾಂತ ಮಗ್ನ ಭಾರತೀಯರು.... ಕೆಲವರು ಮನಸ್ಸಿನ ಬುದ್ಧಿವಂತಿಕೆ ಕ್ರಮೇಣವಾಗಿ — [158, 157, 282, 456]
tulasi-lead: ಪದ್ಮಶ್ರೀ ಪುರಸ್ಕೃತ ವೃಕ್ಷ ಮಾತೆ ತುಳಸಿಗೌಡ ಅವರ ನಿಧನಕ್ಕೆ ವಿಧಾನ ಪರಿಷತ್ತಿನಲ್ಲಿ ಡಿ.17 ರಂದು — [13, 683, 183, 703]
eye-headline-accent: ಕಣ್ಣಿನ ಪೊರೆ — [145, 950, 216, 971]
eye-caption: ಶಾಲೆಯ ಆವರಣದಲ್ಲಿ ಡಿಸೆಂಬರ್-19 ಗುರುವಾರ ಬೆಳಿಗ್ಗೆ 9:00 ರಿಂದ ಮಧ್ಯಾಹ್ನ 3:00 ಗಂಟೆಯವರೆಗೆ ಉಚಿತ ಆರೋಗ್ಯ, ನೇತ್ರ ತಪಾಸಣಾ ಹಾಗೂ ಕಣ್ಣಿನ ಪೊರೆ ಶಸ್ತ್ರಚಿಕಿತ್ಸಾ ಶಿಬಿರವನ್ನು ಹಮ್ಮಿಕೊಳ್ಳಲಾಗಿದೆ ಎಂದು ಗಂಗಾವತಿ ಲಯನ್ಸ್ ಕ್ಲಬ್ ಅಧ್ಯಕ್ಷರಾದ ಕೆ. ಸುಬ್ಬಾಶ್ಮರೆಡ್ಡಿರವರ ಅವರು — [181, 1096, 315, 1155]
health-byline: ▌ ಬದಲಾವಣೆ ಸುದ್ದಿ — [12, 1276, 172, 1288]
svg-text:•••: ••• — [651, 161, 676, 177]
tulasi-col-3: ಮುಂತಾದ ಮರಗಳ ಎಲ್ಲಾ ಮಾಹಿತಿಗಳ ಅರಿವನ್ನು ಹೊಂದಿದ್ದರು. ಪರಿಸರದ ಮೇಲಿನ ಕಾಳಜಿ ಪ್ರತಿಭೆಯನ್ನು ಕಂಡು ಅಂದಿನ ಅರಣ್ಯಾಧಿಕಾರಿಗಳು ಇವರಿಂದಲ್ಲಿ ಬೀಜಗಳನ್ನು ಸಂಗ್ರಹಿಸಿ ಬೆಳೆಸುವ ಕೆಲಸ ಮಾಡಿಸುತ್ತಿದ್ದರು. ಕಾಡಿನಿಂದ ಪಡೆಯುವ ಬೀಜ ಸಂಗ್ರಹಿಸಿ, ಸಸಿಗಳನ್ನು ಬೆಳೆಸಿ ಅದೇ ಸಸಿಗಳನ್ನು ಅರಣ್ಯದಲ್ಲಿ, ಸರ್ಕಾರಿ ಕಛೇರಿ, ಶಾಲಾ ಆವರಣ, ರಸ್ತೆಯ ಪಕ್ಕದಲ್ಲಿ ಬೆಳೆಸಿದ ಕೀರ್ತಿ ಇವರದ್ದಾಗಿದೆ. ಯಾವ ಯಾವ ಮರದಿಂದ ಏನೇನು ಪ್ರಯೋಜನ, ಯಾವ ಜಾತಿಯ ಸಸಿಗಳಿಗೆ ಎಷ್ಟು ನೀರಿನ ಅವಶ್ಯಕತೆ ಇದೆ ಮುಂತಾದ ಹಲವಾರು ಮಾಹಿತಿಗಳ ಕಣಜವಾಗಿದ್ದ ಶ್ರೀಯುತರು "ಅರಣ್ಯದ ವಿಶ್ವಕೋಶ" ಎಂದೇ ಜನಜನಿತರಾಗಿದ್ದರು. ಶ್ರೀಯುತರ ಪರಿಸರ ಕಾಯಕಕ್ಕೆ ಕೇಂದ್ರ — [383, 666, 557, 755]
farm-col-1b: ರಾಜ್ಯ ರೈತ ಸಂಘ ಮತ್ತು ಹಸಿರು ಸೇನೆ ವತಿಯಿಂದ ಬೆಳಗಾವಿಯ ಸುವರ್ಣಸೌಧದ ಬಳಿ ಲಕ್ಷಾಂತರ ರೈತರು ಪ್ರತಿಭಟನೆ ನಡೆಸಿದರು. ರೈತರ ಬೆಳೆಗಳಿಗೆ ವೈಜ್ಞಾನಿಕ ಬೆಲೆ ನಿಗದಿ ಮಾಡಬೇಕು, ಕಬ್ಬಿಗೆ ಕಾರ್ಖಾನೆಗಳು ಸರಿಯಾದ ಬೆಲೆ ನೀಡಬೇಕು. ರೈತರ ಸಾಲ ಮನ್ನಾ ಮಾಡಬೇಕು. ಕಾರ್ಮಿಕ ವಿರೋಧಿ ನೀತಿಗಳನ್ನು ಕೈಬಿಡಬೇಕು. ಮೂಲ ರೈತರಿಗೆ ಭೂಮಿ ಹಕ್ಕು ನೀಡಬೇಕು. ರೈತರ ಪಂಪ್‌ಸೆಟ್‌ಗಳಿಗೆ ನಿರಂತರ 12 ಗಂಟೆ ತ್ರಿ ಫೇಸ್ ವಿದ್ಯುತ್ ನೀಡಬೇಕು ಎಂದು ಒತ್ತಾಯಿಸಿದರು. ಅಪ್ಪರ್ ಭದ್ರಾ ಹಾಗೂ ತುಂಗಭದ್ರಾ ಯೋಜನೆ ಶೀಘ್ರ ಪೂರ್ಣಗೊಳಿಸಬೇಕು. ಕೇಂದ್ರ ಸರ್ಕಾರವು ಎಂಎಸ್‌ಪಿ ಕಾಯ್ದೆ ಜಾರಿ ಮಾಡಬೇಕು ಎಂದು ಆಗ್ರಹಿಸಿದರು. — [514, 1348, 748, 1417]
honey-headline-2: ಝೇಂಕಾರ ಬ್ರ್ಯಾಂಡ್ — [763, 1038, 870, 1058]
farmers-photo — [625, 1250, 751, 1346]
farm-article — [506, 1190, 752, 1540]
eye-headline — [10, 946, 460, 976]
tulasi-headline-accent: ಸಂತಾಪ — [614, 614, 746, 658]
eye-headline-post: ಶಸ್ತ್ರಚಿಕಿತ್ಸಾ ಶಿಬಿರ — [221, 950, 319, 971]
masthead-rule — [8, 42, 938, 46]
eye-article — [8, 942, 460, 1187]
anitha-headline-2 — [765, 636, 937, 660]
top-col-3b — [425, 157, 551, 597]
honey-photo — [765, 1092, 935, 1194]
top-col-5: ನಾವು ಹೇಗೆ ಬುದ್ಧಿವಂತರಾಗಿಸಿಕೊಳ್ಳಬೇಕು, ನಾವು ಹೇಗೆ ಒಳ್ಳೆಯವರಾಗಿಸಿಕೊಳ್ಳಬೇಕು, ನಾವು ಹೇಗೆ ಜನಪ್ರಿಯರಾಗಬೇಕು, ನಾವು ಹೇಗೆ ಹಣವಂತರಾಗಬೇಕು, ನಾವು ಹೇಗೆ ಅಧಿಕಾರಕ್ಕೇರಬೇಕು, ನಾವು ಹೇಗೆ ಪ್ರಚಾರ ಪಡೆಯಬೇಕು, ನಾವು ಹೇಗೆ ದೊಡ್ಡವರಾಗಬೇಕು, ನಾವು ಹೇಗೆ ಪ್ರಶಸ್ತಿ ಪಡೆಯಬೇಕು, ನಾವು ಹೇಗೆ ಸನ್ಮಾನಿಸಿಕೊಳ್ಳಬೇಕು, ಎಂಬುದೂ ಗೊತ್ತಾಗಿದೆ. ಈ ಮಧ್ಯೆ ಸತ್ಯದ ಹುಡುಕಾಟ ದಾರಿ ತಪ್ಪುತ್ತಿದೆ. ಅದರ ಏಳಿಗೆಯನ್ನು ಮೀರಿ, ಸಾರ್ಥವನ್ನು ಗೆದ್ದು ವಿಚಾರ ಮನೋಭಾವದಿಂದ ಮನಸ್ಸನ್ನು ನಿಯಂತ್ರಿಸುತ್ತಾ ಸಾತ್ವಿಕ ಮನಸ್ಥಿತಿಯ ಕಡೆಗೆ ತಲುಪಲು ಹೋರಾಡೋಣ. ನಾವು ನಾವಾಗಿ ಅಲ್ಲ, ನಮ್ಮ ಮನಸ್ಸು ಮತ್ತು ಚಿಂತನೆ ಸ್ವತಂತ್ರ ಮನಸ್ಸಿನ ಪ್ರಾಮಾಣಿಕ ಭಾವನೆಗಳೊಂದಿಗೆ ಎಲ್ಲರ ಸಹಕಾರದಲ್ಲಿ ಪ್ರಯತ್ನಿಸುತ್ತ ಬದುಕೋಣ ಎಂದು ಆಶಿಸುತ್ತೇವೆ...... — [752, 323, 931, 422]
top-col-4: ಹೇಗೆ ಗೊತ್ತಿಕೊಂಡು ಸಮಾಧಿಯ ಮೇಲೆ ನಿಂತು, ವಿಶಿಂದರೆ, ಕೇಂದ್ರವನ್ನು ಮಾತ್ರ ನಮ್ಮ ಮಾನಸಿಕ ನೆರಿಕೆ ನೋಡಿದ್ದರೆ, ಆಕಾರ ಕೆಳಗೂ, ಭೂಮಿ ಮೇಲೂ ಕಾಣುತ್ತದೆ, ಜ್ಞಾನದ ಬಲದಿಂದ ಅಜ್ಞಾನದ ಕತ್ತಲೆ ನೀಗುವುದು, ಹಾಗೆ ಮಹಾತ್ಮರ ಉದ್ದೇಶಗಳು ವರ್ತನೆಯನ್ನು ಮನಸ್ಸಿನ ಮೂಲಕ ಸಂಸ್ಕಾರಿಸುವ, ಬೇರೆ ಬಿಟ್ಟಾಗ ಸಾಧ್ಯ...... ಹೀಗೆ ಮಹಾತ್ಮರ ಮನಸ್ಸು ಸಂಕೀರ್ಣ ಮತ್ತು ಪಕ್ವ ಭಾವನೆ ಪ್ರಮೇಯವಾಗಿದೆ. ಬೇರೆಯವರನ್ನು ಹೇಗೆ ಮೆಚ್ಚಿಸಬೇಕು, ಬೇರೆಯವರನ್ನು ಹೇಗೆ ಉದ್ರೇಕಗೊಳಿಸಬೇಕು, ಬೇರೆಯವರನ್ನು ಹೇಗೆ ಪ್ರೀತಿಸಬೇಕು, ಬೇರೆಯವರನ್ನು ಹೇಗೆ ಅವಮಾನಿಸಬೇಕು, ಬೇರೆಯವರನ್ನು ಹೇಗೆ ನಿರ್ಲಕ್ಷಿಸಬೇಕು, ಬೇರೆಯವರನ್ನು ಹೇಗೆ ಕೀಳಾಗಿಸಲು ಮಾಡಬೇಕು, ಬೇರೆಯವರನ್ನು ಹೇಗೆ ಟಾರ್ಗೆಟ್ ಮಾಡಬೇಕು, ಎಂದೂ ಸ್ವಾಭಾಗಗಳು ಹೋಗುತ್ತವೆ...... ಹಾಗೆಯೇ...... — [558, 329, 742, 428]
anitha-article — [758, 610, 938, 1005]
jayanti-headline-1: ಡಿ.21 ರಂದು ವಿವಿಧ ಜಯಂತಿಗಳ — [471, 950, 638, 968]
tulasi-col-4: ಸರ್ಕಾರದಿಂದ ಪದ್ಮಶ್ರೀ ಪ್ರಶಸ್ತಿ, ಪ್ರಿಯದರ್ಶಿನಿ ವೃಕ್ಷಮಿತ್ರ ಪ್ರಶಸ್ತಿಗಳಲ್ಲದೆ ರಾಜ್ಯೋತ್ಸವ ಪ್ರಶಸ್ತಿಗೂ ಸಹ ಭಾಜನರಾಗಿದ್ದರು. ಶ್ರೀಯುತರ ನಿಧನದಿಂದ ನಾಡು ಹಾಗೂ ರಾಷ್ಟ್ರವು ಒಬ್ಬ ಶ್ರೇಷ್ಠ ಪರಿಸರ 'ವೃಕ್ಷ ಮಾತೆ'ಯೊಬ್ಬರನ್ನು ಕಳೆದುಕೊಂಡಂತಾಗಿದೆ ಎಂದು ಸಭಾಪತಿ ಅವರು ಸಂತಾಪ ಸೂಚನೆಯ ನಿರ್ಣಯವನ್ನು ಸದನಕ್ಕೆ ತಿಳಿಸಿದರು. ಸಭಾ ನಾಯಕರು ಮತ್ತು ಸಚಿವರಾದ ಎನ್.ಎಸ್. ಬೋಸರಾಜು ಹಾಗೂ ಪರಿಷತ್ತಿನ ವಿರೋಧ ಪಕ್ಷದ ನಾಯಕರಾದ ಛಲವಾದಿ ನಾರಾಯಣಸ್ವಾಮಿ ಅವರು ಸಂತಾಪ ಸೂಚನಾ ನಿರ್ಣಯದ ಮೇಲೆ ಮಾತನಾಡಿ, ಮೃತರ ಆತ್ಮಕ್ಕೆ ಸದ್ಗತಿಯನ್ನು ಕೋರುತ್ತಾ, ಅವರ ಅಗಲಿಕೆಯ ನೋವನ್ನು ಸಹಿಸುವ ಶಕ್ತಿಯನ್ನು ಅವರ ಕುಟುಂಬ ವರ್ಗಕ್ಕೆ ಪರಮಾತ್ಮನು ಕರುಣಿಸಲೆಂದು ಪ್ರಾರ್ಥಿಸುವ ಎಂದು ತಿಳಿಸಿದರು. ಮೃತರ ಗೌರವಾರ್ಥ ಮಾನ್ಯ ಸದಸ್ಯರು ಎದ್ದು ನಿಂತು ಒಂದು ನಿಮಿಷ ಮೌನ ಆಚರಿಸುವ ಮೂಲಕ ಸಂತಾಪ ಸೂಚಿಸಿದರು. — [567, 666, 745, 785]
farm-headline-2: ಸುವರ್ಣಸೌಧದ ಬಳಿ ರೈತರ ಪ್ರತಿಭಟನೆ — [513, 1225, 670, 1240]
issue-date: ಡಿಸೆಂಬರ್ 18 2024 — [8, 10, 161, 32]
